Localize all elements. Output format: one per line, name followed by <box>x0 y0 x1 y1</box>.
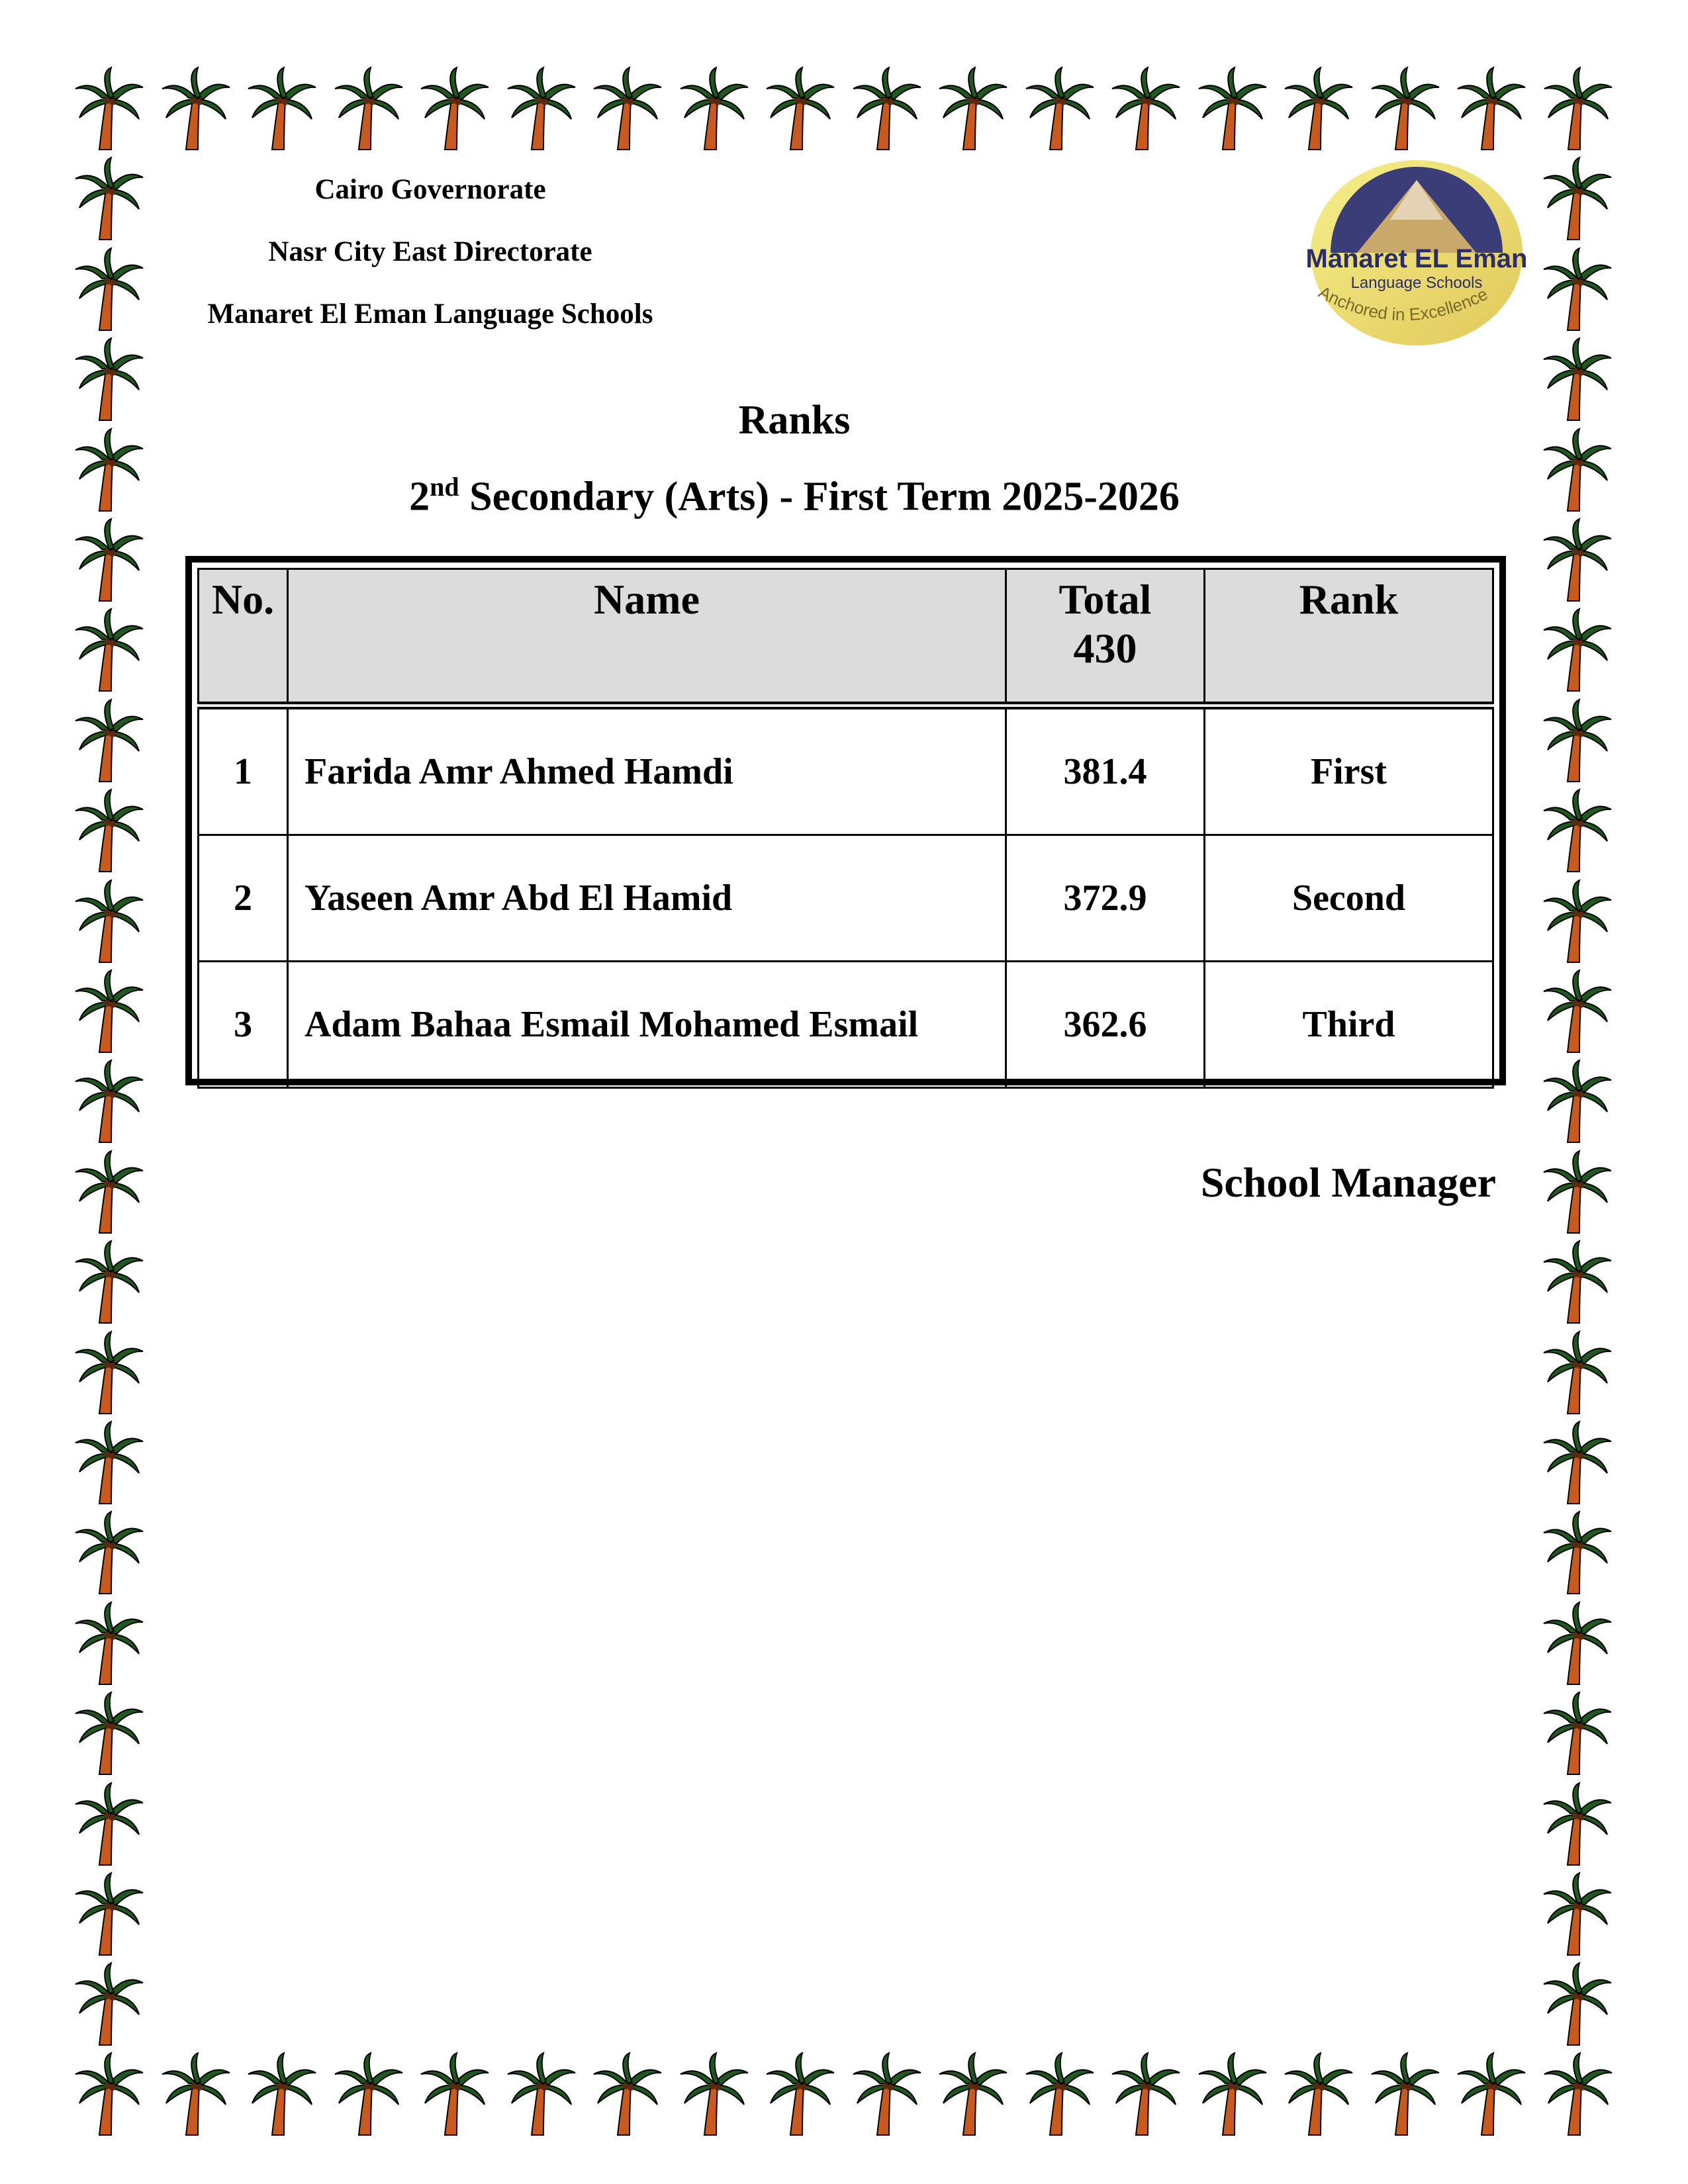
palm-tree-icon <box>73 698 146 784</box>
cell-name: Adam Bahaa Esmail Mohamed Esmail <box>288 962 1006 1088</box>
col-header-total: Total 430 <box>1006 569 1205 706</box>
palm-tree-icon <box>246 66 318 152</box>
col-header-rank: Rank <box>1205 569 1493 706</box>
palm-tree-icon <box>764 2052 837 2138</box>
palm-tree-icon <box>73 879 146 965</box>
palm-tree-icon <box>73 1691 146 1777</box>
palm-tree-icon <box>73 608 146 694</box>
palm-tree-icon <box>73 1240 146 1326</box>
cell-rank: Third <box>1205 962 1493 1088</box>
palm-tree-icon <box>1541 247 1614 333</box>
palm-tree-icon <box>1541 156 1614 242</box>
palm-tree-icon <box>73 2052 146 2138</box>
palm-tree-icon <box>73 1872 146 1958</box>
cell-rank: First <box>1205 705 1493 835</box>
palm-tree-icon <box>73 1510 146 1596</box>
palm-tree-icon <box>505 66 578 152</box>
palm-tree-icon <box>678 2052 751 2138</box>
palm-tree-icon <box>1542 66 1615 152</box>
palm-tree-icon <box>591 66 664 152</box>
palm-tree-icon <box>1196 66 1269 152</box>
palm-tree-icon <box>73 1330 146 1416</box>
cell-name: Farida Amr Ahmed Hamdi <box>288 705 1006 835</box>
palm-tree-icon <box>73 1059 146 1145</box>
palm-tree-icon <box>1541 969 1614 1055</box>
palm-tree-icon <box>418 66 491 152</box>
cell-name: Yaseen Amr Abd El Hamid <box>288 835 1006 962</box>
logo-subtitle: Language Schools <box>1350 274 1483 292</box>
cell-total: 362.6 <box>1006 962 1205 1088</box>
palm-tree-icon <box>1541 1872 1614 1958</box>
palm-tree-icon <box>73 1782 146 1868</box>
ranks-table <box>185 556 1506 1085</box>
palm-tree-icon <box>1196 2052 1269 2138</box>
palm-tree-icon <box>160 66 232 152</box>
palm-tree-icon <box>1369 2052 1442 2138</box>
palm-tree-icon <box>246 2052 318 2138</box>
logo-tagline: Anchored in Excellence <box>1315 281 1491 325</box>
palm-tree-icon <box>1023 66 1096 152</box>
palm-tree-icon <box>505 2052 578 2138</box>
palm-tree-icon <box>1541 698 1614 784</box>
palm-tree-icon <box>332 66 405 152</box>
palm-tree-icon <box>1023 2052 1096 2138</box>
palm-tree-icon <box>1109 66 1182 152</box>
table-row <box>199 705 1493 835</box>
palm-tree-icon <box>1369 66 1442 152</box>
palm-tree-icon <box>1455 66 1528 152</box>
palm-tree-icon <box>1541 1691 1614 1777</box>
palm-tree-icon <box>1541 879 1614 965</box>
cell-rank: Second <box>1205 835 1493 962</box>
school-name-text: Manaret El Eman Language Schools <box>207 298 653 330</box>
palm-tree-icon <box>160 2052 232 2138</box>
palm-tree-icon <box>1541 1510 1614 1596</box>
palm-tree-icon <box>1541 1962 1614 2048</box>
cell-total: 372.9 <box>1006 835 1205 962</box>
palm-tree-icon <box>764 66 837 152</box>
palm-tree-icon <box>1541 788 1614 874</box>
palm-tree-icon <box>1541 1059 1614 1145</box>
palm-tree-icon <box>73 1420 146 1506</box>
table-header-row <box>199 569 1493 706</box>
table-row <box>199 835 1493 962</box>
cell-total: 381.4 <box>1006 705 1205 835</box>
palm-tree-icon <box>851 66 923 152</box>
page-subtitle: 2nd Secondary (Arts) - First Term 2025-2026 <box>409 472 1180 520</box>
manager-signature-label: School Manager <box>1200 1159 1496 1206</box>
palm-tree-icon <box>1282 66 1355 152</box>
palm-tree-icon <box>332 2052 405 2138</box>
palm-tree-icon <box>73 247 146 333</box>
palm-tree-icon <box>1541 1240 1614 1326</box>
palm-tree-icon <box>851 2052 923 2138</box>
governorate-text: Cairo Governorate <box>314 174 546 205</box>
table-row <box>199 962 1493 1088</box>
directorate-text: Nasr City East Directorate <box>268 236 592 267</box>
palm-tree-icon <box>73 788 146 874</box>
palm-tree-icon <box>73 156 146 242</box>
cell-no: 3 <box>199 962 288 1088</box>
palm-tree-icon <box>1109 2052 1182 2138</box>
palm-tree-icon <box>73 1962 146 2048</box>
palm-tree-icon <box>678 66 751 152</box>
palm-tree-icon <box>73 969 146 1055</box>
cell-no: 2 <box>199 835 288 962</box>
palm-tree-icon <box>1541 1330 1614 1416</box>
palm-tree-icon <box>1541 518 1614 604</box>
palm-tree-icon <box>418 2052 491 2138</box>
palm-tree-icon <box>73 518 146 604</box>
palm-tree-icon <box>1541 1150 1614 1236</box>
school-logo <box>1291 154 1542 352</box>
palm-tree-icon <box>1541 1420 1614 1506</box>
palm-tree-icon <box>1455 2052 1528 2138</box>
col-header-name: Name <box>288 569 1006 706</box>
palm-tree-icon <box>1541 1601 1614 1687</box>
palm-tree-icon <box>73 66 146 152</box>
palm-tree-icon <box>591 2052 664 2138</box>
palm-tree-icon <box>73 1601 146 1687</box>
palm-tree-icon <box>937 66 1009 152</box>
palm-tree-icon <box>1541 608 1614 694</box>
cell-no: 1 <box>199 705 288 835</box>
palm-tree-icon <box>1541 1782 1614 1868</box>
palm-tree-icon <box>1282 2052 1355 2138</box>
logo-name: Manaret EL Eman <box>1305 244 1528 273</box>
palm-tree-icon <box>937 2052 1009 2138</box>
col-header-no: No. <box>199 569 288 706</box>
page-title: Ranks <box>738 398 851 443</box>
palm-tree-icon <box>73 1150 146 1236</box>
palm-tree-icon <box>1542 2052 1615 2138</box>
